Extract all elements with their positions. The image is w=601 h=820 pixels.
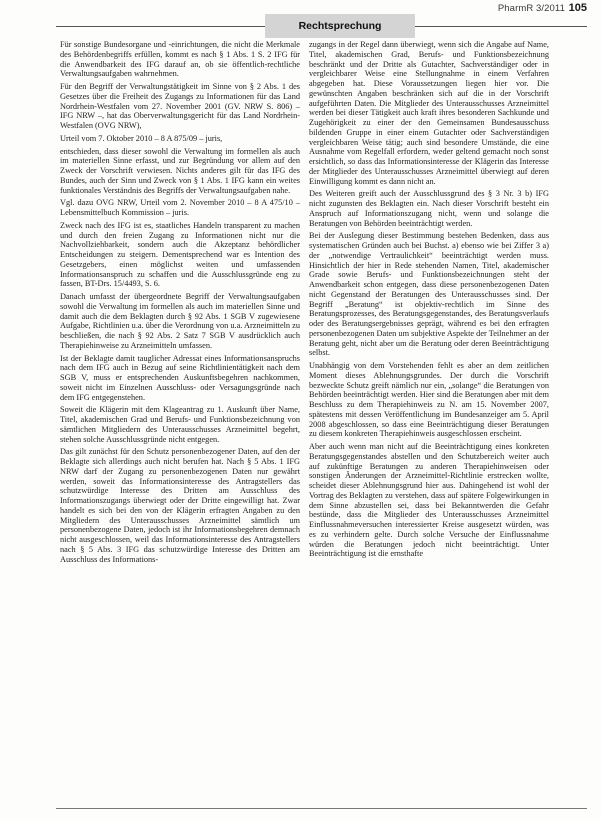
paragraph: Aber auch wenn man nicht auf die Beeinträchtigung eines konkreten Beratungsgegenstandes abstellen und den Schutzbereich weiter auch auf zukünftige Beratungen zu anderen Therapiehinweisen oder sonstigen Änderungen der Arzneimittel-Richtlinie erstrecken wollte, scheidet dieser Ablehnungsgrund hier aus. Dahingehend ist wohl der Vortrag des Beklagten zu verstehen, dass auf spätere Folgewirkungen in dem Sinne abzustellen sei, dass bei Bekanntwerden die Gefahr bestünde, dass die Mitglieder des Unterausschusses Arzneimittel Einflussnahmeversuchen interessierter Kreise ausgesetzt würden, was es zu verhindern gelte. Durch solche Versuche der Einflussnahme würden die Beratungen jedoch nicht beeinträchtigt. Unter Beeinträchtigung ist die ernsthafte [309,442,549,559]
court-citation: Urteil vom 7. Oktober 2010 – 8 A 875/09 – juris, [60,133,223,143]
header-rule-left [56,26,265,27]
paragraph: Danach umfasst der übergeordnete Begriff der Verwaltungsaufgaben sowohl die Verwaltung im formellen als auch im materiellen Sinne und damit auch die dem Beklagten durch § 92 Abs. 1 SGB V zugewiesene Aufgabe, Richtlinien u.a. über die Verordnung von u.a. Arzneimitteln zu beschließen, die nach § 92 Abs. 2 Satz 7 SGB V ausdrücklich auch Therapiehinweise zu Arzneimitteln umfassen. [60,292,300,350]
paragraph: Das gilt zunächst für den Schutz personenbezogener Daten, auf den der Beklagte sich allerdings auch nicht berufen hat. Nach § 5 Abs. 1 IFG NRW darf der Zugang zu personenbezogenen Daten nur gewährt werden, soweit das Informationsinteresse des Antragstellers das schutzwürdige Interesse des Dritten am Ausschluss des Informationszugangs überwiegt oder der Dritte eingewilligt hat. Zwar handelt es sich bei den von der Klägerin erfragten Angaben zu den Mitgliedern des Unterausschusses Arzneimittel sämtlich um personenbezogene Daten, jedoch ist ihr Informationsbegehren demnach nicht ausgeschlossen, weil das Informationsinteresse des Antragstellers nach § 5 Abs. 3 IFG das schutzwürdige Interesse des Dritten am Ausschluss des Informations- [60,447,300,564]
court-citation: Vgl. dazu OVG NRW, Urteil vom 2. November 2010 – 8 A 475/10 – Lebensmittelbuch Kommission – juris. [60,198,300,217]
paragraph: Ist der Beklagte damit tauglicher Adressat eines Informationsanspruchs nach dem IFG auch in Bezug auf seine Richtlinientätigkeit nach dem SGB V, muss er entsprechenden Auskunftsbegehren nachkommen, soweit nicht im Einzelnen Ausschluss- oder Versagungsgründe nach dem IFG entgegenstehen. [60,353,300,402]
journal-reference: PharmR 3/2011 [497,3,565,14]
paragraph: Für sonstige Bundesorgane und -einrichtungen, die nicht die Merkmale des Behördenbegriffs erfüllen, kommt es nach § 1 Abs. 1 S. 2 IFG für die Anwendbarkeit des IFG darauf an, ob sie öffentlich-rechtliche Verwaltungsaufgaben wahrnehmen. [60,40,300,79]
paragraph: entschieden, dass dieser sowohl die Verwaltung im formellen als auch im materiellen Sinne erfasst, und zur Begründung vor allem auf den Zweck der Vorschrift verwiesen. Nichts anderes gilt für das IFG des Bundes, auch der Sinn und Zweck von § 1 Abs. 1 IFG kann ein weites funktionales Verständnis des Begriffs der Verwaltungsaufgaben nahe. [60,146,300,195]
page-header [56,0,587,36]
paragraph: Unabhängig von dem Vorstehenden fehlt es aber an dem zeitlichen Moment dieses Ablehnungsgrundes. Der durch die Vorschrift bezweckte Schutz greift nämlich nur ein, „solange“ die Beratungen von Behörden beeinträchtigt werden. Hier sind die Beratungen aber mit dem Beschluss zu dem Therapiehinweis zu N. am 15. November 2007, spätestens mit dessen Veröffentlichung im Bundesanzeiger am 5. April 2008 abgeschlossen, so dass eine Beeinträchtigung dieser Beratungen zu diesem konkreten Therapiehinweis ausgeschlossen erscheint. [309,361,549,439]
right-column [309,40,549,562]
paragraph: Des Weiteren greift auch der Ausschlussgrund des § 3 Nr. 3 b) IFG nicht zugunsten des Beklagten ein. Nach dieser Vorschrift besteht ein Anspruch auf Informationszugang nicht, wenn und solange die Beratungen von Behörden beeinträchtigt werden. [309,189,549,228]
paragraph: Soweit die Klägerin mit dem Klageantrag zu 1. Auskunft über Name, Titel, akademischen Grad und Berufs- und Funktionsbezeichnung von sämtlichen Mitgliedern des Unterausschusses Arzneimittel begehrt, stehen solche Ausschlussgründe nicht entgegen. [60,405,300,444]
left-column [60,40,300,567]
section-title: Rechtsprechung [265,14,415,38]
paragraph: Zweck nach des IFG ist es, staatliches Handeln transparent zu machen und durch den freien Zugang zu Informationen nicht nur die Nachvollziehbarkeit, sondern auch die Akzeptanz behördlicher Entscheidungen zu steigern. Dementsprechend war es Intention des Gesetzgebers, einen möglichst weiten und umfassenden Informationsanspruch zu schaffen und die Ausschlussgründe eng zu fassen, BT-Drs. 15/4493, S. 6. [60,220,300,289]
paragraph: Für den Begriff der Verwaltungstätigkeit im Sinne von § 2 Abs. 1 des Gesetzes über die Freiheit des Zugangs zu Informationen für das Land Nordrhein-Westfalen vom 27. November 2001 (GV. NRW S. 806) – IFG NRW –, hat das Oberverwaltungsgericht für das Land Nordrhein-Westfalen (OVG NRW), [60,82,300,130]
page-number: 105 [568,2,587,14]
paragraph: Bei der Auslegung dieser Bestimmung bestehen Bedenken, dass aus systematischen Gründen auch bei Buchst. a) ebenso wie bei Ziffer 3 a) der „notwendige Vertraulichkeit“ beeinträchtigt werden muss. Hinsichtlich der hier in Rede stehenden Namen, Titel, akademischer Grade sowie Berufs- und Funktionsbezeichnungen steht der Anwendbarkeit schon entgegen, dass diese personenbezogenen Daten nicht Gegenstand der Beratungen des Unterausschusses sind. Der Begriff „Beratung“ ist objektiv-rechtlich im Sinne des Beratungsprozesses, des Beratungsgegenstandes, des Beratungsverlaufs oder des Beratungsergebnisses geprägt, während es bei den erfragten personenbezogenen Daten um subjektive Aspekte der Teilnehmer an der Beratung geht, nicht aber um die Beratung oder deren Beeinträchtigung selbst. [309,231,549,358]
footer-rule [56,808,587,809]
header-rule-right [415,26,587,27]
paragraph: zugangs in der Regel dann überwiegt, wenn sich die Angabe auf Name, Titel, akademischen Grad, Berufs- und Funktionsbezeichnung beschränkt und der Dritte als Gutachter, Sachverständiger oder in vergleichbarer Weise eine Stellungnahme in einem Verfahren abgegeben hat. Diese Voraussetzungen liegen hier vor. Die gewünschten Angaben beschränken sich auf die in der Vorschrift aufgeführten Daten. Die Mitglieder des Unterausschusses Arzneimittel werden bei dieser Tätigkeit auch kraft ihres besonderen Sachkunde und Zugehörigkeit zu einer der den Gemeinsamen Bundesausschuss bildenden Gruppe in einer einem Gutachter oder Sachverständigen vergleichbaren Weise tätig; auch sind besondere Umstände, die eine Ausnahme vom Regelfall erfordern, weder geltend gemacht noch sonst ersichtlich, so dass das Informationsinteresse der Klägerin das Interesse der Mitglieder des Unterausschusses Arzneimittel überwiegt auf deren Einwilligung kommt es dann nicht an. [309,40,549,186]
